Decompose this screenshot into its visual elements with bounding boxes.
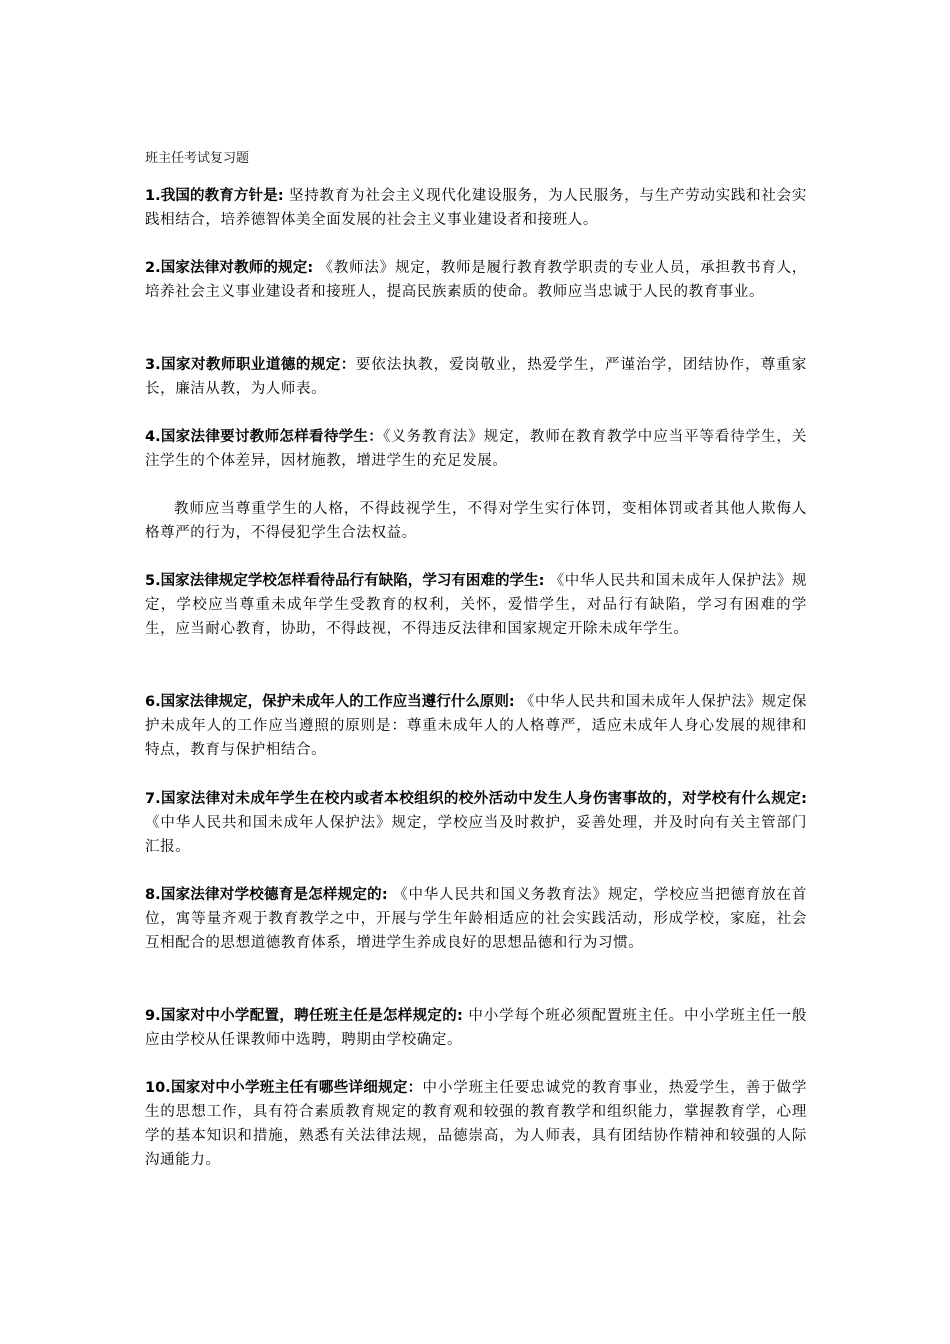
question-item-4-continued (145, 497, 807, 545)
question-label: 1.我国的教育方针是: (145, 188, 284, 204)
question-label: 2.国家法律对教师的规定: (145, 260, 314, 276)
answer-text: 教师应当尊重学生的人格，不得歧视学生，不得对学生实行体罚，变相体罚或者其他人欺侮人格尊严的行为，不得侵犯学生合法权益。 (145, 501, 807, 541)
question-item-4 (145, 425, 807, 473)
answer-text: 中小学每个班必须配置班主任。中小学班主任一般应由学校从任课教师中选聘，聘期由学校确定。 (145, 1008, 807, 1048)
question-label: 7.国家法律对未成年学生在校内或者本校组织的校外活动中发生人身伤害事故的，对学校有什么规定: (145, 791, 807, 807)
answer-text: 《中华人民共和国未成年人保护法》规定保护未成年人的工作应当遵照的原则是：尊重未成年人的人格尊严，适应未成年人身心发展的规律和特点，教育与保护相结合。 (145, 694, 807, 758)
answer-text: 《义务教育法》规定，教师在教育教学中应当平等看待学生，关注学生的个体差异，因材施教，增进学生的充足发展。 (145, 429, 807, 469)
answer-text: 《中华人民共和国未成年人保护法》规定，学校应当及时救护，妥善处理，并及时向有关主管部门汇报。 (145, 815, 807, 855)
question-item-9 (145, 1004, 807, 1052)
answer-text: 《中华人民共和国义务教育法》规定，学校应当把德育放在首位，寓等量齐观于教育教学之中，开展与学生年龄相适应的社会实践活动，形成学校，家庭，社会互相配合的思想道德教育体系，增进学生养成良好的思想品德和行为习惯。 (145, 887, 807, 951)
question-item-5 (145, 569, 807, 641)
answer-text: 中小学班主任要忠诚党的教育事业，热爱学生，善于做学生的思想工作，具有符合素质教育规定的教育观和较强的教育教学和组织能力，掌握教育学，心理学的基本知识和措施，熟悉有关法律法规，品德崇高，为人师表，具有团结协作精神和较强的人际沟通能力。 (145, 1080, 808, 1168)
answer-text: 要依法执教，爱岗敬业，热爱学生，严谨治学，团结协作，尊重家长，廉洁从教，为人师表。 (145, 357, 807, 397)
question-item-3 (145, 353, 807, 401)
question-label: 8.国家法律对学校德育是怎样规定的: (145, 887, 388, 903)
question-item-10 (145, 1076, 807, 1172)
question-label: 3.国家对教师职业道德的规定： (145, 357, 356, 373)
question-label: 6.国家法律规定，保护未成年人的工作应当遵行什么原则: (145, 694, 515, 710)
answer-text: 《中华人民共和国未成年人保护法》规定，学校应当尊重未成年学生受教育的权利，关怀，爱惜学生，对品行有缺陷，学习有困难的学生，应当耐心教育，协助，不得歧视，不得违反法律和国家规定开除未成年学生。 (145, 573, 807, 637)
question-item-2 (145, 256, 807, 304)
question-label: 9.国家对中小学配置，聘任班主任是怎样规定的: (145, 1008, 463, 1024)
question-item-7 (145, 787, 807, 859)
question-label: 4.国家法律要讨教师怎样看待学生： (145, 429, 384, 445)
question-item-6 (145, 690, 807, 762)
document-title: 班主任考试复习题 (145, 151, 250, 166)
answer-text: 《教师法》规定，教师是履行教育教学职责的专业人员，承担教书育人，培养社会主义事业建设者和接班人，提高民族素质的使命。教师应当忠诚于人民的教育事业。 (145, 260, 807, 300)
question-item-1 (145, 184, 807, 232)
answer-text: 坚持教育为社会主义现代化建设服务，为人民服务，与生产劳动实践和社会实践相结合，培养德智体美全面发展的社会主义事业建设者和接班人。 (145, 188, 807, 228)
question-item-8 (145, 883, 807, 955)
question-label: 10.国家对中小学班主任有哪些详细规定： (145, 1080, 423, 1096)
question-label: 5.国家法律规定学校怎样看待品行有缺陷，学习有困难的学生: (145, 573, 545, 589)
